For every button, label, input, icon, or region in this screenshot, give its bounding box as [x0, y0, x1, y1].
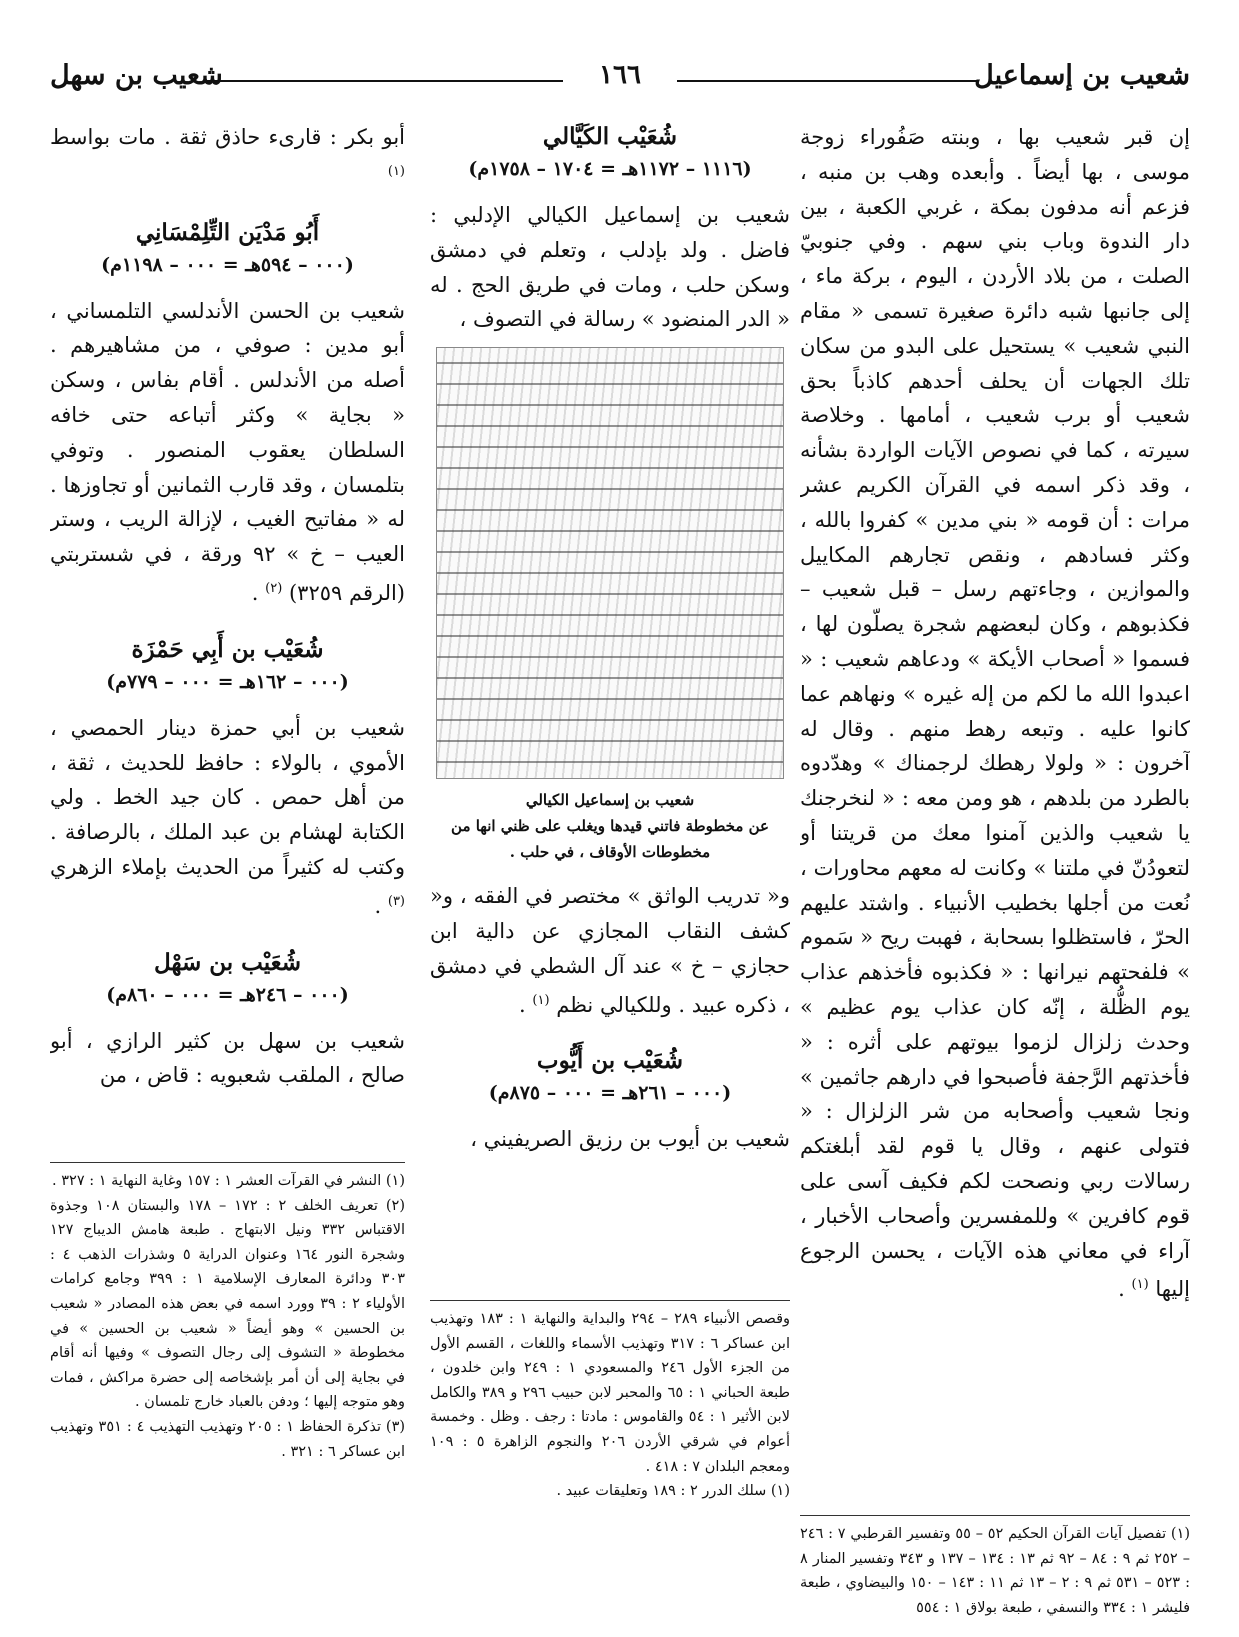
footnote: (١) تفصيل آيات القرآن الحكيم ٥٢ – ٥٥ وتفسير القرطبي ٧ : ٢٤٦ – ٢٥٢ ثم ٩ : ٨٤ – ٩٢ ثم ١٣ : ١٣٤ – ١٣٧ و ٣٤٣ وتفسير المنار ٨ : ٥٢٣ – ٥٣١ ثم ٩ : ٢ – ١٣ ثم ١١ : ١٤٣ – ١٥٠ والبيضاوي ، طبعة فليشر ١ : ٣٣٤ والنسفي ، طبعة بولاق ١ : ٥٥٤: [800, 1526, 1191, 1616]
footnotes-left: [50, 1162, 405, 1464]
entry-dates-sahl: (٠٠٠ – ٢٤٦هـ = ٠٠٠ – ٨٦٠م): [106, 983, 349, 1006]
entry-text-sahl: شعيب بن سهل بن كثير الرازي ، أبو صالح ، الملقب شعبويه : قاض ، من: [50, 1028, 405, 1088]
footnote-ref: (٣): [387, 893, 405, 909]
caption-title: شعيب بن إسماعيل الكيالي: [525, 791, 695, 810]
footnotes-right: [800, 1515, 1190, 1620]
column-left: [50, 120, 405, 1250]
entry-dates-kayyali: (١١١٦ – ١١٧٢هـ = ١٧٠٤ – ١٧٥٨م): [468, 158, 752, 180]
header-rule-left: [205, 80, 563, 82]
header-rule-right: [677, 80, 977, 82]
entry-heading-sahl: شُعَيْب بن سَهْل: [153, 948, 302, 976]
column-middle: [430, 120, 790, 1500]
footnote: (٣) تذكرة الحفاظ ١ : ٢٠٥ وتهذيب التهذيب ٤ : ٣٥١ وتهذيب ابن عساكر ٦ : ٣٢١ .: [50, 1418, 406, 1460]
footnote-ref: (١): [532, 992, 550, 1008]
entry-heading-kayyali: شُعَيْب الكَيَّالي: [542, 123, 678, 150]
footnote-ref: (١): [1131, 1277, 1149, 1293]
continued-text: [50, 120, 405, 194]
text-end: .: [251, 580, 259, 605]
entry-dates-abi-hamza: (٠٠٠ – ١٦٢هـ = ٠٠٠ – ٧٧٩م): [106, 670, 349, 693]
abi-hamza-text: شعيب بن أبي حمزة دينار الحمصي ، الأموي ، بالولاء : حافظ للحديث ، ثقة ، من أهل حمص . كان جيد الخط . ولي الكتابة لهشام بن عبد الملك ، بالرصافة . وكتب له كثيراً من الحديث بإملاء الزهري: [50, 715, 405, 879]
entry-heading-ayyub: شُعَيْب بن أَيُّوب: [536, 1047, 684, 1075]
caption-text: عن مخطوطة فاتني قيدها ويغلب على ظني انها من مخطوطات الأوقاف ، في حلب .: [451, 817, 769, 862]
entry-text-tilimsani: [50, 294, 405, 611]
footnote: (١) سلك الدرر ٢ : ١٨٩ وتعليقات عبيد .: [556, 1483, 790, 1500]
entry-text-kayyali-cont: [430, 879, 790, 1022]
footnote: وقصص الأنبياء ٢٨٩ – ٢٩٤ والبداية والنهاية ١ : ١٨٣ وتهذيب ابن عساكر ٦ : ٣١٧ وتهذيب الأسماء واللغات ، القسم الأول من الجزء الأول ٢٤٦ والمسعودي ١ : ٢٤٩ وابن خلدون ، طبعة الحباني ١ : ٦٥ والمحبر لابن حبيب ٢٩٦ و ٣٨٩ والكامل لابن الأثير ١ : ٥٤ والقاموس : مادتا : رجف . وظل . وخمسة أعوام في شرقي الأردن ٢٠٦ والنجوم الزاهرة ٥ : ١٠٩ ومعجم البلدان ٧ : ٤١٨ .: [430, 1311, 791, 1475]
footnotes-middle: [430, 1300, 790, 1504]
continued-text-body: أبو بكر : قارىء حاذق ثقة . مات بواسط: [50, 125, 405, 149]
header-left-title: شعيب بن سهل: [50, 60, 223, 91]
entry-shuayb-continued: [800, 120, 1190, 1307]
footnote: (١) النشر في القرآت العشر ١ : ١٥٧ وغاية النهاية ١ : ٣٢٧ .: [52, 1173, 405, 1189]
entry-heading-tilimsani: أَبُو مَدْيَن التِّلِمْسَانِي: [135, 218, 320, 246]
kayyali-text-2: و« تدريب الواثق » مختصر في الفقه ، و« كشف النقاب المجازي عن دالية ابن حجازي – خ » عند آل الشطي في دمشق ، ذكره عبيد . وللكيالي نظم: [430, 884, 790, 1017]
footnote: (٢) تعريف الخلف ٢ : ١٧٢ – ١٧٨ والبستان ١٠٨ وجذوة الاقتباس ٣٣٢ ونيل الابتهاج . طبعة هامش الديباج ١٢٧ وشجرة النور ١٦٤ وعنوان الدراية ٥ وشذرات الذهب ٤ : ٣٠٣ ودائرة المعارف الإسلامية ١ : ٣٩٩ وجامع كرامات الأولياء ٢ : ٣٩ وورد اسمه في بعض هذه المصادر « شعيب بن الحسين » وهو أيضاً « شعيب بن الحسين » في مخطوطة « التشوف إلى رجال التصوف » وفيها أنه أقام في بجاية إلى أن أمر بإشخاصه إلى حضرة مراكش ، فمات وهو متوجه إليها ؛ ودفن بالعباد خارج تلمسان .: [50, 1197, 406, 1411]
entry-heading-abi-hamza: شُعَيْب بن أَبِي حَمْزَة: [131, 635, 324, 663]
manuscript-caption: [430, 787, 790, 865]
text-end: .: [1118, 1277, 1125, 1302]
text-end: .: [519, 992, 526, 1017]
footnote-ref: (١): [387, 163, 405, 179]
entry-dates-ayyub: (٠٠٠ – ٢٦١هـ = ٠٠٠ – ٨٧٥م): [488, 1082, 732, 1105]
text-end: .: [374, 893, 382, 918]
header-right-title: شعيب بن إسماعيل: [974, 60, 1190, 91]
manuscript-image: [436, 347, 784, 779]
column-right: [800, 120, 1190, 1500]
tilimsani-text: شعيب بن الحسن الأندلسي التلمساني ، أبو مدين : صوفي ، من مشاهيرهم . أصله من الأندلس . أقام بفاس ، وسكن « بجاية » وكثر أتباعه حتى خافه السلطان يعقوب المنصور . وتوفي بتلمسان ، وقد قارب الثمانين أو تجاوزها . له « مفاتيح الغيب ، لإزالة الريب ، وستر العيب – خ » ٩٢ ورقة ، في شستربتي (الرقم ٣٢٥٩): [50, 298, 405, 605]
entry-dates-tilimsani: (٠٠٠ – ٥٩٤هـ = ٠٠٠ – ١١٩٨م): [101, 253, 354, 276]
running-header: [50, 60, 1190, 100]
entry-text-abi-hamza: [50, 711, 405, 924]
entry-text-ayyub: شعيب بن أيوب بن رزيق الصريفيني ،: [470, 1127, 790, 1152]
page-number: ١٦٦: [599, 60, 641, 90]
footnote-ref: (٢): [265, 580, 283, 596]
entry-shuayb-text: إن قبر شعيب بها ، وبنته صَفُوراء زوجة موسى ، بها أيضاً . وأبعده وهب بن منبه ، فزعم أنه مدفون بمكة ، غربي الكعبة ، بين دار الندوة وباب بني سهم . وفي جنوبيّ الصلت ، من بلاد الأردن ، اليوم ، بركة ماء ، إلى جانبها شبه دائرة صغيرة تسمى « مقام النبي شعيب » يستحيل على البدو من سكان تلك الجهات أن يحلف أحدهم كاذباً بحق شعيب أو برب شعيب ، أمامها . وخلاصة سيرته ، كما في نصوص الآيات الواردة بشأنه ، وقد ذكر اسمه في القرآن الكريم عشر مرات : أن قومه « بني مدين » كفروا بالله ، وكثر فسادهم ، ونقص تجارهم المكاييل والموازين ، وجاءتهم رسل – قبل شعيب – فكذبوهم ، وكان لبعضهم شجرة يصلّون لها ، فسموا « أصحاب الأيكة » ودعاهم شعيب : « اعبدوا الله ما لكم من إله غيره » ونهاهم عما كانوا عليه . وتبعه رهط منهم . وقال له آخرون : « ولولا رهطك لرجمناك » وهدّدوه بالطرد من بلدهم ، هو ومن معه : « لنخرجنك يا شعيب والذين آمنوا معك من قريتنا أو لتعودُنّ في ملتنا » وكانت له معهم محاورات ، نُعت من أجلها بخطيب الأنبياء . واشتد عليهم الحرّ ، فاستظلوا بسحابة ، فهبت ريح « سَموم » فلفحتهم نيرانها : « فكذبوه فأخذهم عذاب يوم الظُّلة ، إنّه كان عذاب يوم عظيم » وحدث زلزال لزموا بيوتهم على أثره : « فأخذتهم الرَّجفة فأصبحوا في دارهم جاثمين » ونجا شعيب وأصحابه من شر الزلزال : « فتولى عنهم ، وقال يا قوم لقد أبلغتكم رسالات ربي ونصحت لكم فكيف آسى على قوم كافرين » وللمفسرين وأصحاب الأخبار ، آراء في معاني هذه الآيات ، يحسن الرجوع إليها: [800, 125, 1190, 1302]
entry-text-kayyali: شعيب بن إسماعيل الكيالي الإدلبي : فاضل . ولد بإدلب ، وتعلم في دمشق وسكن حلب ، ومات في طريق الحج . له « الدر المنضود » رسالة في التصوف ،: [430, 203, 790, 332]
